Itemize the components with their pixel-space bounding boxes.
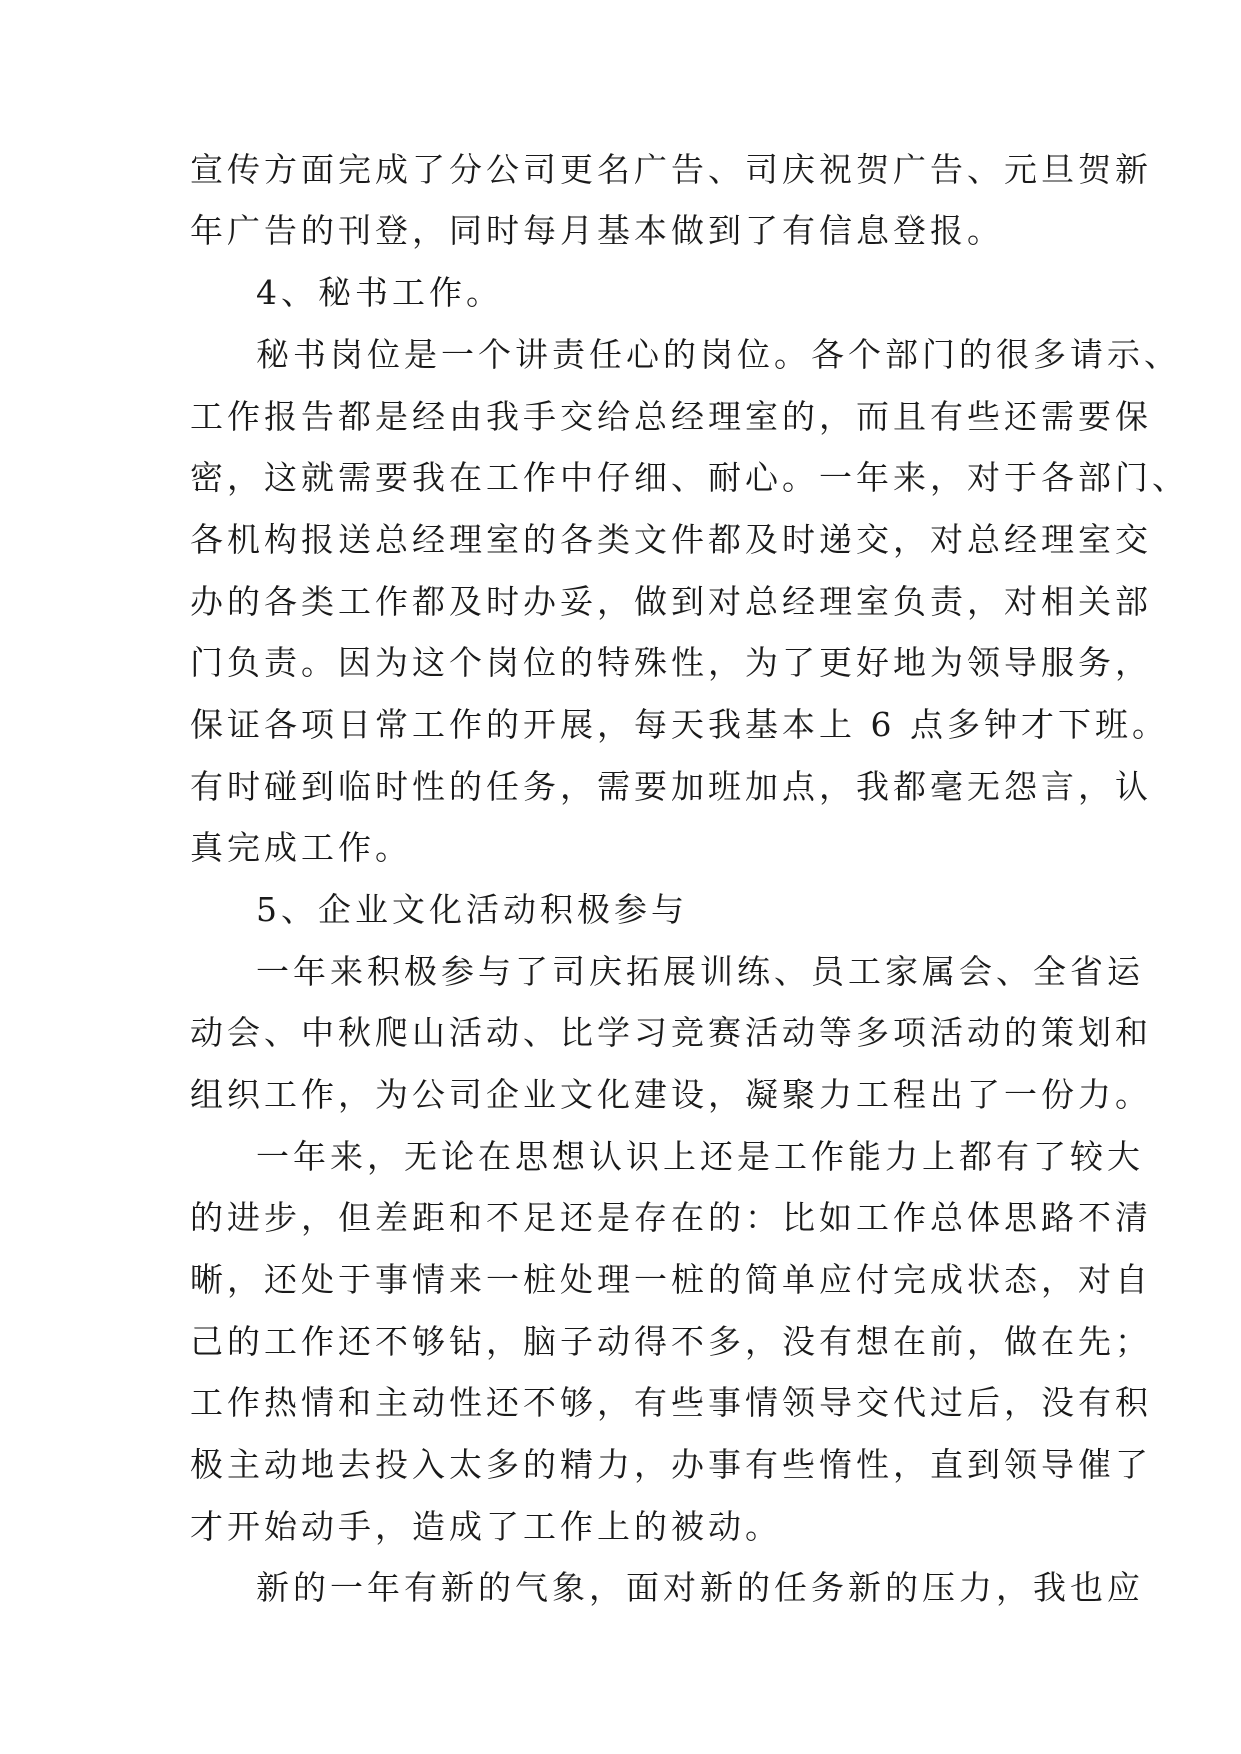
- text-line: 保证各项日常工作的开展，每天我基本上 6 点多钟才下班。: [190, 705, 1169, 744]
- text-line: 门负责。因为这个岗位的特殊性，为了更好地为领导服务，: [190, 643, 1152, 682]
- text-line: 才开始动手，造成了工作上的被动。: [190, 1507, 782, 1546]
- text-line: 动会、中秋爬山活动、比学习竞赛活动等多项活动的策划和: [190, 1013, 1152, 1052]
- text-line: 晰，还处于事情来一桩处理一桩的简单应付完成状态，对自: [190, 1260, 1152, 1299]
- text-line: 新的一年有新的气象，面对新的任务新的压力，我也应: [256, 1568, 1144, 1607]
- text-line: 一年来，无论在思想认识上还是工作能力上都有了较大: [256, 1137, 1144, 1176]
- text-line: 组织工作，为公司企业文化建设，凝聚力工程出了一份力。: [190, 1075, 1152, 1114]
- text-line: 各机构报送总经理室的各类文件都及时递交，对总经理室交: [190, 520, 1152, 559]
- text-line: 真完成工作。: [190, 828, 412, 867]
- text-line: 密，这就需要我在工作中仔细、耐心。一年来，对于各部门、: [190, 458, 1189, 497]
- text-line: 己的工作还不够钻，脑子动得不多，没有想在前，做在先；: [190, 1322, 1152, 1361]
- text-line: 有时碰到临时性的任务，需要加班加点，我都毫无怨言，认: [190, 767, 1152, 806]
- section-heading: 4、秘书工作。: [256, 273, 503, 312]
- text-line: 工作报告都是经由我手交给总经理室的，而且有些还需要保: [190, 397, 1152, 436]
- text-line: 工作热情和主动性还不够，有些事情领导交代过后，没有积: [190, 1383, 1152, 1422]
- text-line: 年广告的刊登，同时每月基本做到了有信息登报。: [190, 211, 1004, 250]
- text-line: 办的各类工作都及时办妥，做到对总经理室负责，对相关部: [190, 582, 1152, 621]
- text-line: 一年来积极参与了司庆拓展训练、员工家属会、全省运: [256, 952, 1144, 991]
- text-line: 秘书岗位是一个讲责任心的岗位。各个部门的很多请示、: [256, 335, 1181, 374]
- text-line: 宣传方面完成了分公司更名广告、司庆祝贺广告、元旦贺新: [190, 150, 1152, 189]
- section-heading: 5、企业文化活动积极参与: [256, 890, 688, 929]
- text-line: 极主动地去投入太多的精力，办事有些惰性，直到领导催了: [190, 1445, 1152, 1484]
- text-line: 的进步，但差距和不足还是存在的：比如工作总体思路不清: [190, 1198, 1152, 1237]
